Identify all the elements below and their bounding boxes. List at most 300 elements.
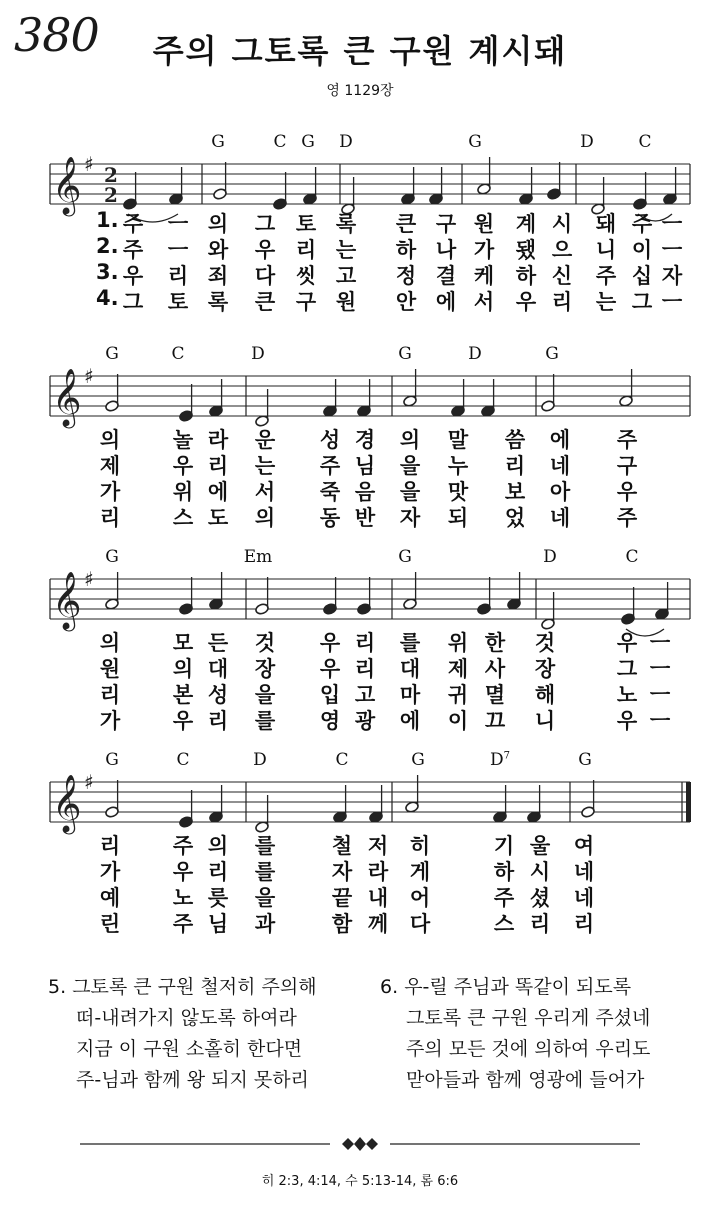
lyric-syllable: 본 xyxy=(172,683,194,707)
lyric-syllable: 자 xyxy=(661,264,683,288)
lyric-syllable: 십 xyxy=(631,264,653,288)
music-system xyxy=(0,748,720,948)
lyric-syllable: 리 xyxy=(99,683,121,707)
lyric-syllable: 는 xyxy=(254,454,276,478)
final-bar-thick xyxy=(686,782,691,822)
quarter-note xyxy=(481,379,496,417)
lyric-syllable: 구 xyxy=(435,212,457,236)
lyric-syllable: 씻 xyxy=(295,264,317,288)
lyric-syllable: 리 xyxy=(167,264,189,288)
lyric-syllable: 위 xyxy=(447,631,469,655)
chord-root: G xyxy=(545,344,559,364)
lyric-syllable: 우 xyxy=(616,709,638,733)
lyric-syllable: 주 xyxy=(616,506,638,530)
lyric-syllable: 자 xyxy=(399,506,421,530)
lyric-syllable: 됐 xyxy=(515,238,537,262)
scripture-references: 히 2:3, 4:14, 수 5:13-14, 롬 6:6 xyxy=(261,1174,459,1189)
chord-root: C xyxy=(176,750,190,770)
lyric-syllable: 케 xyxy=(473,264,495,288)
chord-root: C xyxy=(273,132,287,152)
chord-root: D xyxy=(468,344,482,364)
quarter-note xyxy=(493,785,508,823)
lyric-syllable: 보 xyxy=(504,480,526,504)
chord-root: G xyxy=(211,132,225,152)
lyric-syllable: 를 xyxy=(254,860,276,884)
lyric-syllable: 라 xyxy=(207,428,229,452)
lyric-syllable: 께 xyxy=(367,912,389,936)
lyric-syllable: 모 xyxy=(172,631,194,655)
half-note xyxy=(255,577,270,615)
key-signature-sharp-icon: ♯ xyxy=(84,770,94,794)
lyric-syllable: 구 xyxy=(616,454,638,478)
lyric-syllable: 장 xyxy=(534,657,556,681)
lyric-syllable: 리 xyxy=(99,834,121,858)
treble-clef-icon: 𝄞 xyxy=(52,156,82,214)
lyric-syllable: 안 xyxy=(395,290,417,314)
lyric-line xyxy=(0,856,720,882)
lyric-syllable: 히 xyxy=(409,834,431,858)
lyric-syllable: 그 xyxy=(254,212,276,236)
lyric-syllable: 하 xyxy=(515,264,537,288)
lyric-syllable: 주 xyxy=(319,454,341,478)
lyric-syllable: 그 xyxy=(122,290,144,314)
lyric-line xyxy=(0,260,720,286)
verse-5-number: 5. xyxy=(48,976,67,998)
quarter-note xyxy=(507,572,522,610)
lyric-syllable: 을 xyxy=(254,683,276,707)
lyric-syllable: 귀 xyxy=(447,683,469,707)
lyric-syllable: 해 xyxy=(534,683,556,707)
lyric-syllable: 우 xyxy=(319,631,341,655)
verse-6-line: 맏아들과 함께 영광에 들어가 xyxy=(406,1069,645,1091)
english-hymn-number: 영 1129장 xyxy=(326,83,394,99)
key-signature-sharp-icon: ♯ xyxy=(84,567,94,591)
lyric-syllable: 에 xyxy=(399,709,421,733)
lyric-syllable: 스 xyxy=(493,912,515,936)
lyric-syllable: 리 xyxy=(207,860,229,884)
lyric-syllable: 리 xyxy=(354,657,376,681)
chord-root: C xyxy=(638,132,652,152)
lyric-syllable: 함 xyxy=(331,912,353,936)
chord-root: G xyxy=(411,750,425,770)
lyric-syllable: 린 xyxy=(99,912,121,936)
chord-root: G xyxy=(468,132,482,152)
lyric-syllable: 록 xyxy=(207,290,229,314)
lyric-line xyxy=(0,679,720,705)
key-signature-sharp-icon: ♯ xyxy=(84,152,94,176)
lyric-syllable: 우 xyxy=(319,657,341,681)
lyric-syllable: 주 xyxy=(122,212,144,236)
chord-extension: 7 xyxy=(503,750,511,762)
verse-6-line: 그토록 큰 구원 우리게 주셨네 xyxy=(406,1007,651,1029)
lyric-syllable: 록 xyxy=(335,212,357,236)
verse-6-line: 우-릴 주님과 똑같이 되도록 xyxy=(404,976,632,998)
lyric-syllable: 원 xyxy=(473,212,495,236)
half-note xyxy=(619,369,634,407)
half-note xyxy=(403,369,418,407)
lyric-syllable: 노 xyxy=(172,886,194,910)
lyric-syllable: 자 xyxy=(331,860,353,884)
lyric-syllable: 토 xyxy=(167,290,189,314)
lyric-syllable: 리 xyxy=(99,506,121,530)
lyric-syllable: 시 xyxy=(529,860,551,884)
lyric-syllable: 동 xyxy=(319,506,341,530)
lyric-syllable: 라 xyxy=(367,860,389,884)
lyric-syllable: 씀 xyxy=(504,428,526,452)
quarter-note xyxy=(633,172,648,210)
lyric-syllable: 끄 xyxy=(484,709,506,733)
chord-root: C xyxy=(171,344,185,364)
half-note xyxy=(477,157,492,195)
lyric-syllable: 의 xyxy=(99,428,121,452)
lyric-syllable: 여 xyxy=(573,834,595,858)
lyric-syllable: 고 xyxy=(354,683,376,707)
lyric-syllable: 를 xyxy=(254,834,276,858)
chord-root: D xyxy=(253,750,267,770)
verse-5-line: 지금 이 구원 소홀히 한다면 xyxy=(76,1038,303,1060)
lyric-syllable: 내 xyxy=(367,886,389,910)
half-note xyxy=(405,775,420,813)
quarter-note xyxy=(209,572,224,610)
lyric-syllable: 을 xyxy=(254,886,276,910)
verse-6-number: 6. xyxy=(380,976,399,998)
lyric-line xyxy=(0,476,720,502)
lyric-syllable: 어 xyxy=(409,886,431,910)
lyric-syllable: 영 xyxy=(319,709,341,733)
lyric-syllable: ㅡ xyxy=(649,683,671,707)
lyric-syllable: 의 xyxy=(254,506,276,530)
lyric-syllable: 에 xyxy=(435,290,457,314)
lyric-line xyxy=(0,627,720,653)
lyric-syllable: 우 xyxy=(172,860,194,884)
lyric-syllable: 리 xyxy=(529,912,551,936)
chord-root: G xyxy=(398,547,412,567)
treble-clef-icon: 𝄞 xyxy=(52,571,82,629)
chord-root: D xyxy=(489,750,504,770)
lyric-syllable: 를 xyxy=(254,709,276,733)
lyric-syllable: 님 xyxy=(207,912,229,936)
lyric-line xyxy=(0,908,720,934)
quarter-note xyxy=(451,379,466,417)
ornament-divider xyxy=(80,1134,640,1154)
quarter-note xyxy=(123,172,138,210)
lyric-syllable: ㅡ xyxy=(167,238,189,262)
lyric-syllable: 서 xyxy=(473,290,495,314)
verse-5 xyxy=(48,972,317,1096)
lyric-syllable: 가 xyxy=(99,860,121,884)
lyric-syllable: ㅡ xyxy=(649,709,671,733)
quarter-note xyxy=(169,167,184,205)
lyric-syllable: 주 xyxy=(493,886,515,910)
lyric-syllable: 과 xyxy=(254,912,276,936)
chord-root: D xyxy=(580,132,594,152)
lyric-syllable: 으 xyxy=(551,238,573,262)
lyric-syllable: ㅡ xyxy=(649,657,671,681)
lyric-syllable: 네 xyxy=(549,506,571,530)
lyric-syllable: 을 xyxy=(399,454,421,478)
lyric-line xyxy=(0,234,720,260)
lyric-line xyxy=(0,653,720,679)
lyric-syllable: 리 xyxy=(295,238,317,262)
lyric-syllable: 리 xyxy=(551,290,573,314)
lyric-syllable: 의 xyxy=(207,834,229,858)
verse-5-line: 주-님과 함께 왕 되지 못하리 xyxy=(76,1069,309,1091)
lyric-syllable: ㅡ xyxy=(661,238,683,262)
lyric-syllable: ㅡ xyxy=(649,631,671,655)
lyric-syllable: 우 xyxy=(616,631,638,655)
lyric-syllable: 하 xyxy=(493,860,515,884)
lyric-line xyxy=(0,705,720,731)
lyric-syllable: ㅡ xyxy=(661,212,683,236)
lyric-syllable: 토 xyxy=(295,212,317,236)
lyric-syllable: 나 xyxy=(435,238,457,262)
quarter-note xyxy=(179,790,194,828)
lyric-syllable: 마 xyxy=(399,683,421,707)
lyric-syllable: 다 xyxy=(254,264,276,288)
lyric-syllable: 것 xyxy=(254,631,276,655)
lyric-syllable: 이 xyxy=(631,238,653,262)
lyric-syllable: 주 xyxy=(616,428,638,452)
lyric-syllable: 주 xyxy=(122,238,144,262)
lyric-syllable: 는 xyxy=(595,290,617,314)
quarter-note xyxy=(369,785,384,823)
lyric-syllable: 계 xyxy=(515,212,537,236)
lyric-syllable: 고 xyxy=(335,264,357,288)
lyric-syllable: 성 xyxy=(207,683,229,707)
lyric-syllable: 죽 xyxy=(319,480,341,504)
lyric-syllable: 리 xyxy=(573,912,595,936)
lyric-syllable: 큰 xyxy=(395,212,417,236)
lyric-syllable: 아 xyxy=(549,480,571,504)
verse-5-line: 떠-내려가지 않도록 하여라 xyxy=(76,1007,297,1029)
quarter-note xyxy=(519,167,534,205)
lyric-line xyxy=(0,424,720,450)
lyric-syllable: 주 xyxy=(172,912,194,936)
lyric-syllable: 신 xyxy=(551,264,573,288)
lyric-syllable: 저 xyxy=(367,834,389,858)
lyric-syllable: 장 xyxy=(254,657,276,681)
quarter-note xyxy=(303,167,318,205)
lyric-syllable: 그 xyxy=(631,290,653,314)
lyric-syllable: 운 xyxy=(254,428,276,452)
chord-root: Em xyxy=(243,547,273,567)
lyric-syllable: 주 xyxy=(631,212,653,236)
half-note xyxy=(105,572,120,610)
lyric-syllable: 님 xyxy=(354,454,376,478)
lyric-syllable: 네 xyxy=(573,860,595,884)
lyric-line xyxy=(0,286,720,312)
lyric-syllable: 리 xyxy=(504,454,526,478)
music-system xyxy=(0,545,720,745)
lyric-line xyxy=(0,450,720,476)
lyric-syllable: 것 xyxy=(534,631,556,655)
verse-6-line: 주의 모든 것에 의하여 우리도 xyxy=(406,1038,651,1060)
quarter-note xyxy=(357,379,372,417)
quarter-note xyxy=(209,379,224,417)
lyric-syllable: 릇 xyxy=(207,886,229,910)
quarter-note xyxy=(477,577,492,615)
quarter-note xyxy=(323,577,338,615)
lyric-syllable: 맛 xyxy=(447,480,469,504)
lyric-syllable: 를 xyxy=(399,631,421,655)
lyric-syllable: 니 xyxy=(534,709,556,733)
quarter-note xyxy=(655,582,670,620)
chord-root: G xyxy=(105,750,119,770)
chord-root: D xyxy=(339,132,353,152)
quarter-note xyxy=(357,577,372,615)
lyric-syllable: 리 xyxy=(207,454,229,478)
lyric-syllable: 말 xyxy=(447,428,469,452)
lyric-line xyxy=(0,502,720,528)
verse-number: 4. xyxy=(96,286,119,310)
lyric-syllable: 리 xyxy=(207,709,229,733)
time-signature-bottom: 2 xyxy=(104,183,118,207)
lyric-syllable: 놀 xyxy=(172,428,194,452)
lyric-syllable: 는 xyxy=(335,238,357,262)
chord-root: D xyxy=(543,547,557,567)
lyric-syllable: 입 xyxy=(319,683,341,707)
lyric-syllable: 큰 xyxy=(254,290,276,314)
lyric-syllable: 반 xyxy=(354,506,376,530)
lyric-syllable: 우 xyxy=(254,238,276,262)
chord-root: D xyxy=(251,344,265,364)
verse-number: 1. xyxy=(96,208,119,232)
lyric-syllable: 와 xyxy=(207,238,229,262)
lyric-syllable: 성 xyxy=(319,428,341,452)
quarter-note xyxy=(401,167,416,205)
lyric-syllable: 돼 xyxy=(595,212,617,236)
half-note xyxy=(581,780,596,818)
verse-number: 3. xyxy=(96,260,119,284)
lyric-syllable: 누 xyxy=(447,454,469,478)
lyric-syllable: 광 xyxy=(354,709,376,733)
lyric-syllable: 우 xyxy=(172,454,194,478)
verse-6 xyxy=(380,972,650,1096)
lyric-syllable: 결 xyxy=(435,264,457,288)
lyric-syllable: 을 xyxy=(399,480,421,504)
lyric-syllable: ㅡ xyxy=(167,212,189,236)
lyric-syllable: 에 xyxy=(549,428,571,452)
lyric-syllable: 었 xyxy=(504,506,526,530)
lyric-syllable: 사 xyxy=(484,657,506,681)
lyric-syllable: 다 xyxy=(409,912,431,936)
hymn-title: 주의 그토록 큰 구원 계시돼 xyxy=(152,32,568,70)
chord-root: C xyxy=(625,547,639,567)
lyric-syllable: 원 xyxy=(335,290,357,314)
half-note xyxy=(105,780,120,818)
lyric-syllable: 제 xyxy=(99,454,121,478)
verse-number: 2. xyxy=(96,234,119,258)
lyric-syllable: 그 xyxy=(616,657,638,681)
lyric-syllable: 네 xyxy=(573,886,595,910)
lyric-syllable: 가 xyxy=(99,709,121,733)
lyric-syllable: 대 xyxy=(399,657,421,681)
quarter-note xyxy=(323,379,338,417)
lyric-syllable: 정 xyxy=(395,264,417,288)
lyric-line xyxy=(0,208,720,234)
lyric-syllable: 리 xyxy=(354,631,376,655)
lyric-syllable: 의 xyxy=(399,428,421,452)
lyric-syllable: 위 xyxy=(172,480,194,504)
lyric-syllable: 도 xyxy=(207,506,229,530)
lyric-syllable: 에 xyxy=(207,480,229,504)
quarter-note xyxy=(179,384,194,422)
lyric-syllable: 되 xyxy=(447,506,469,530)
chord-root: G xyxy=(105,344,119,364)
lyric-syllable: 우 xyxy=(122,264,144,288)
lyric-syllable: 게 xyxy=(409,860,431,884)
music-system xyxy=(0,130,720,330)
quarter-note xyxy=(273,172,288,210)
lyric-syllable: 의 xyxy=(172,657,194,681)
lyric-syllable: 니 xyxy=(595,238,617,262)
half-note xyxy=(403,572,418,610)
lyric-syllable: 노 xyxy=(616,683,638,707)
quarter-note xyxy=(333,785,348,823)
lyric-syllable: 기 xyxy=(493,834,515,858)
lyric-syllable: 끝 xyxy=(331,886,353,910)
lyric-syllable: 우 xyxy=(616,480,638,504)
lyric-line xyxy=(0,882,720,908)
key-signature-sharp-icon: ♯ xyxy=(84,364,94,388)
lyric-syllable: 하 xyxy=(395,238,417,262)
lyric-syllable: 서 xyxy=(254,480,276,504)
lyric-line xyxy=(0,830,720,856)
lyric-syllable: 스 xyxy=(172,506,194,530)
music-system xyxy=(0,342,720,542)
half-note xyxy=(541,592,556,630)
lyric-syllable: 든 xyxy=(207,631,229,655)
lyric-syllable: 가 xyxy=(473,238,495,262)
chord-root: G xyxy=(105,547,119,567)
lyric-syllable: ㅡ xyxy=(661,290,683,314)
quarter-note xyxy=(527,785,542,823)
lyric-syllable: 한 xyxy=(484,631,506,655)
lyric-syllable: 죄 xyxy=(207,264,229,288)
chord-root: G xyxy=(301,132,315,152)
lyric-syllable: 의 xyxy=(207,212,229,236)
lyric-syllable: 울 xyxy=(529,834,551,858)
chord-root: G xyxy=(578,750,592,770)
lyric-syllable: 가 xyxy=(99,480,121,504)
lyric-syllable: 경 xyxy=(354,428,376,452)
lyric-syllable: 우 xyxy=(172,709,194,733)
lyric-syllable: 우 xyxy=(515,290,537,314)
lyric-syllable: 주 xyxy=(595,264,617,288)
chord-root: G xyxy=(398,344,412,364)
half-note xyxy=(213,162,228,200)
lyric-syllable: 의 xyxy=(99,631,121,655)
lyric-syllable: 시 xyxy=(551,212,573,236)
half-note xyxy=(255,795,270,833)
quarter-note xyxy=(663,167,678,205)
verse-5-line: 그토록 큰 구원 철저히 주의해 xyxy=(72,976,317,998)
lyric-syllable: 이 xyxy=(447,709,469,733)
chord-root: C xyxy=(335,750,349,770)
lyric-syllable: 멸 xyxy=(484,683,506,707)
lyric-syllable: 셨 xyxy=(529,886,551,910)
treble-clef-icon: 𝄞 xyxy=(52,774,82,832)
quarter-note xyxy=(547,162,562,200)
lyric-syllable: 음 xyxy=(354,480,376,504)
quarter-note xyxy=(621,587,636,625)
time-signature-top: 2 xyxy=(104,163,118,187)
lyric-syllable: 원 xyxy=(99,657,121,681)
quarter-note xyxy=(209,785,224,823)
treble-clef-icon: 𝄞 xyxy=(52,368,82,426)
half-note xyxy=(541,374,556,412)
quarter-note xyxy=(429,167,444,205)
